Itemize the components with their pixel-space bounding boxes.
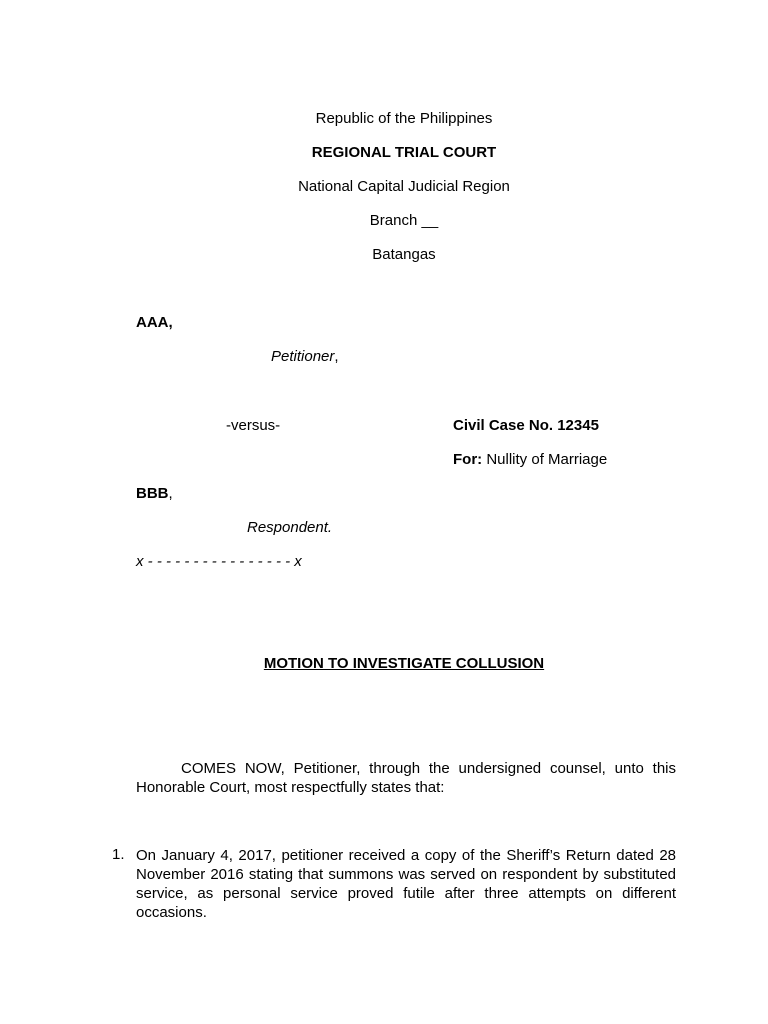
- petitioner-name: AAA,: [136, 314, 173, 331]
- header-region: National Capital Judicial Region: [298, 178, 510, 195]
- case-for-label: For:: [453, 451, 483, 468]
- petitioner-role-line: [271, 348, 339, 365]
- header-court: REGIONAL TRIAL COURT: [311, 144, 497, 161]
- case-for-value: Nullity of Marriage: [482, 451, 608, 468]
- item-text: On January 4, 2017, petitioner received a copy of the Sheriff’s Return dated 28 November 2016 stating that summons was served on respondent by substituted service, as personal service proved futile after three attempts on different occasions.: [136, 847, 676, 921]
- respondent-role: Respondent.: [247, 519, 333, 536]
- document-title: MOTION TO INVESTIGATE COLLUSION: [263, 655, 545, 672]
- respondent-name: BBB: [136, 485, 169, 502]
- case-number: Civil Case No. 12345: [453, 417, 599, 434]
- petitioner-comma: ,: [334, 348, 339, 365]
- respondent-comma: ,: [168, 485, 173, 502]
- item-number: 1.: [112, 846, 125, 863]
- header-location: Batangas: [372, 246, 436, 263]
- case-for-line: [453, 451, 607, 468]
- caption-divider: x - - - - - - - - - - - - - - - - x: [136, 553, 302, 570]
- intro-paragraph: COMES NOW, Petitioner, through the undersigned counsel, unto this Honorable Court, most respectfully states that:: [136, 760, 676, 796]
- header-republic: Republic of the Philippines: [315, 110, 493, 127]
- petitioner-role: Petitioner: [271, 348, 335, 365]
- versus-label: -versus-: [226, 417, 281, 434]
- respondent-name-line: [136, 485, 173, 502]
- header-branch: Branch __: [369, 212, 439, 229]
